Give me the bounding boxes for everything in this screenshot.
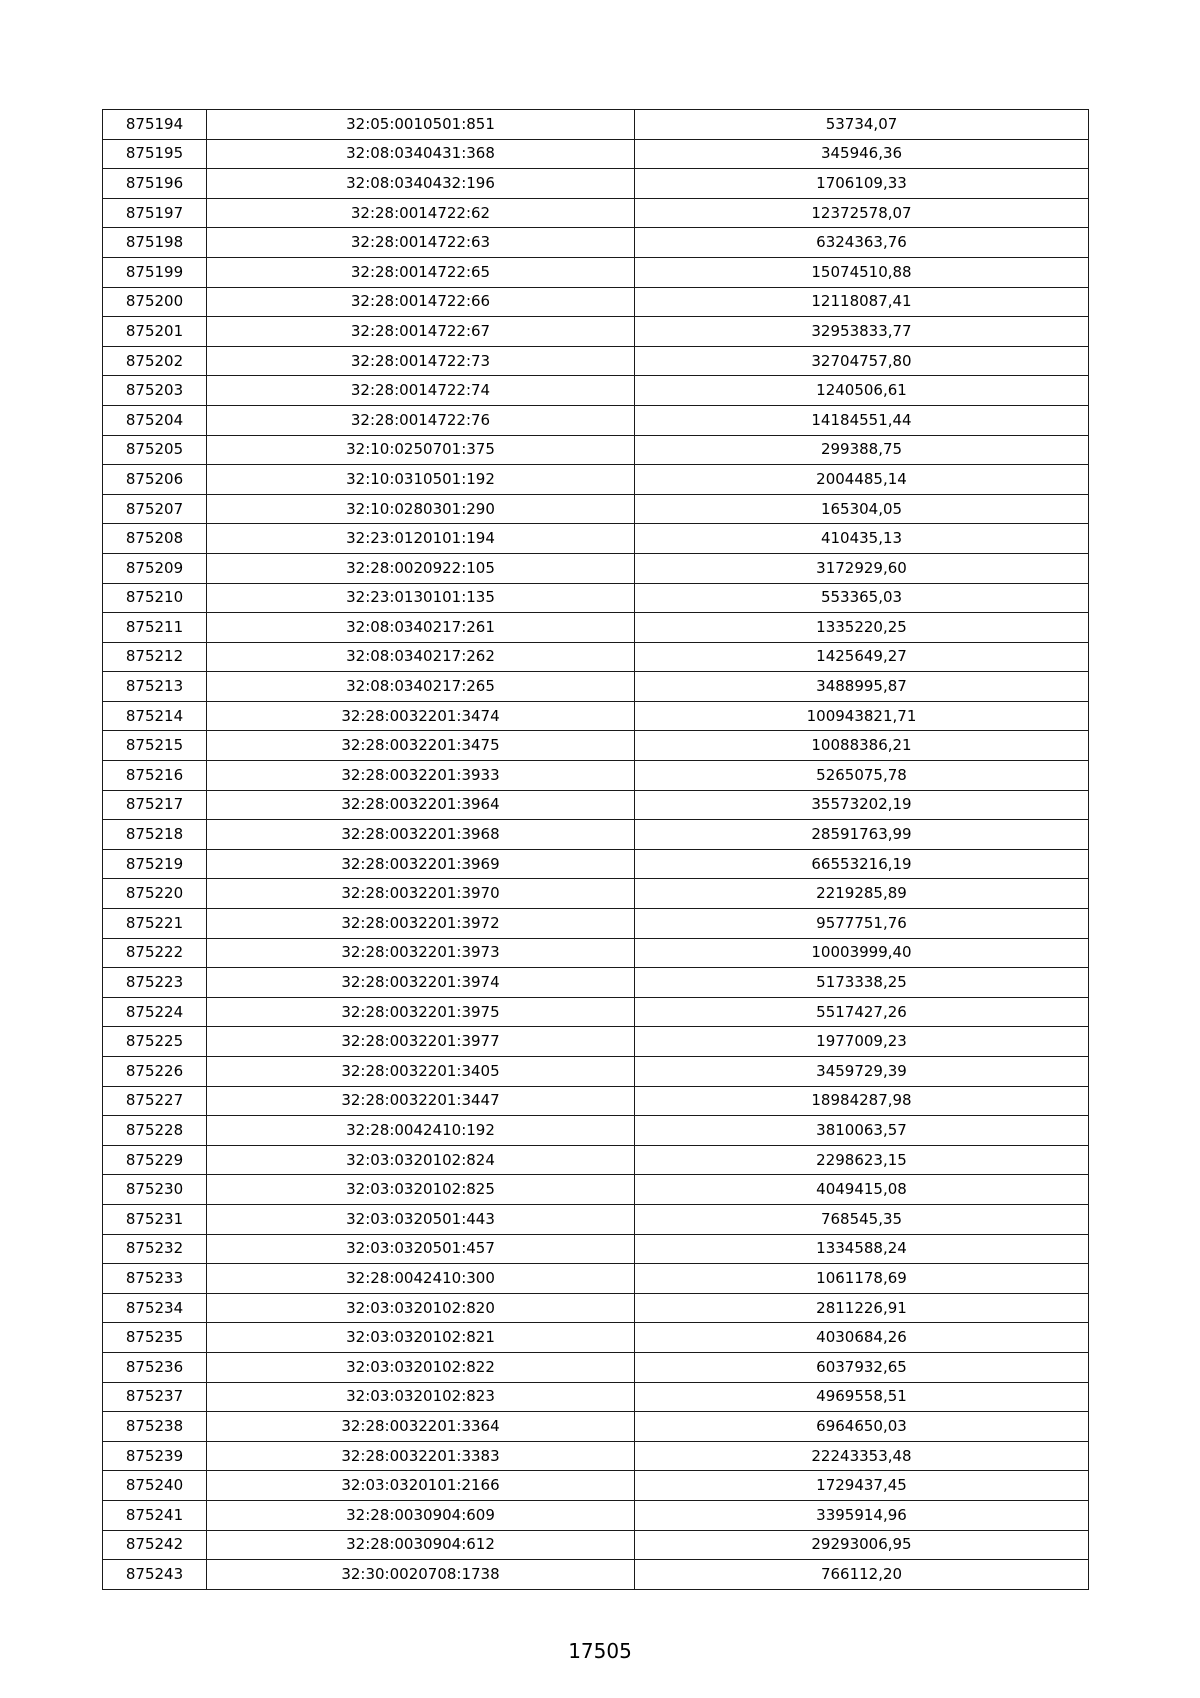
table-row: [103, 1293, 1089, 1323]
row-number-cell: 875214: [103, 701, 207, 731]
cadastral-number-cell: 32:08:0340217:265: [207, 672, 635, 702]
row-number-cell: 875199: [103, 257, 207, 287]
row-number-cell: 875217: [103, 790, 207, 820]
cadastral-number-cell: 32:28:0032201:3972: [207, 909, 635, 939]
row-number-cell: 875227: [103, 1086, 207, 1116]
table-row: [103, 1323, 1089, 1353]
value-cell: 1335220,25: [635, 613, 1089, 643]
table-row: [103, 110, 1089, 140]
cadastral-number-cell: 32:28:0032201:3970: [207, 879, 635, 909]
row-number-cell: 875223: [103, 968, 207, 998]
cadastral-number-cell: 32:28:0014722:63: [207, 228, 635, 258]
row-number-cell: 875208: [103, 524, 207, 554]
row-number-cell: 875202: [103, 346, 207, 376]
row-number-cell: 875234: [103, 1293, 207, 1323]
table-row: [103, 139, 1089, 169]
table-row: [103, 1116, 1089, 1146]
row-number-cell: 875198: [103, 228, 207, 258]
cadastral-number-cell: 32:28:0030904:609: [207, 1500, 635, 1530]
cadastral-number-cell: 32:28:0014722:76: [207, 405, 635, 435]
cadastral-number-cell: 32:28:0032201:3974: [207, 968, 635, 998]
row-number-cell: 875242: [103, 1530, 207, 1560]
value-cell: 35573202,19: [635, 790, 1089, 820]
value-cell: 28591763,99: [635, 820, 1089, 850]
value-cell: 1061178,69: [635, 1264, 1089, 1294]
cadastral-number-cell: 32:28:0032201:3973: [207, 938, 635, 968]
row-number-cell: 875219: [103, 849, 207, 879]
cadastral-number-cell: 32:28:0042410:192: [207, 1116, 635, 1146]
value-cell: 165304,05: [635, 494, 1089, 524]
cadastral-number-cell: 32:03:0320101:2166: [207, 1471, 635, 1501]
cadastral-number-cell: 32:10:0310501:192: [207, 465, 635, 495]
table-row: [103, 287, 1089, 317]
row-number-cell: 875224: [103, 997, 207, 1027]
value-cell: 100943821,71: [635, 701, 1089, 731]
table-row: [103, 169, 1089, 199]
row-number-cell: 875211: [103, 613, 207, 643]
row-number-cell: 875230: [103, 1175, 207, 1205]
cadastral-number-cell: 32:08:0340217:261: [207, 613, 635, 643]
table-row: [103, 1441, 1089, 1471]
cadastral-number-cell: 32:05:0010501:851: [207, 110, 635, 140]
value-cell: 32953833,77: [635, 317, 1089, 347]
table-row: [103, 1471, 1089, 1501]
value-cell: 4969558,51: [635, 1382, 1089, 1412]
row-number-cell: 875228: [103, 1116, 207, 1146]
page-number: 17505: [568, 1639, 632, 1663]
cadastral-number-cell: 32:28:0032201:3474: [207, 701, 635, 731]
table-row: [103, 701, 1089, 731]
value-cell: 1977009,23: [635, 1027, 1089, 1057]
value-cell: 4030684,26: [635, 1323, 1089, 1353]
cadastral-number-cell: 32:03:0320102:822: [207, 1352, 635, 1382]
value-cell: 1729437,45: [635, 1471, 1089, 1501]
value-cell: 53734,07: [635, 110, 1089, 140]
cadastral-number-cell: 32:08:0340432:196: [207, 169, 635, 199]
cadastral-number-cell: 32:23:0130101:135: [207, 583, 635, 613]
row-number-cell: 875231: [103, 1204, 207, 1234]
cadastral-number-cell: 32:08:0340217:262: [207, 642, 635, 672]
cadastral-number-cell: 32:28:0032201:3977: [207, 1027, 635, 1057]
value-cell: 66553216,19: [635, 849, 1089, 879]
value-cell: 6324363,76: [635, 228, 1089, 258]
table-row: [103, 1264, 1089, 1294]
table-row: [103, 1500, 1089, 1530]
table-row: [103, 524, 1089, 554]
cadastral-number-cell: 32:10:0250701:375: [207, 435, 635, 465]
table-row: [103, 1027, 1089, 1057]
value-cell: 768545,35: [635, 1204, 1089, 1234]
row-number-cell: 875237: [103, 1382, 207, 1412]
cadastral-number-cell: 32:28:0032201:3968: [207, 820, 635, 850]
value-cell: 29293006,95: [635, 1530, 1089, 1560]
value-cell: 12118087,41: [635, 287, 1089, 317]
table-row: [103, 1352, 1089, 1382]
row-number-cell: 875213: [103, 672, 207, 702]
value-cell: 18984287,98: [635, 1086, 1089, 1116]
row-number-cell: 875239: [103, 1441, 207, 1471]
table-row: [103, 494, 1089, 524]
table-row: [103, 968, 1089, 998]
table-row: [103, 613, 1089, 643]
row-number-cell: 875218: [103, 820, 207, 850]
table-row: [103, 376, 1089, 406]
value-cell: 5173338,25: [635, 968, 1089, 998]
row-number-cell: 875220: [103, 879, 207, 909]
row-number-cell: 875229: [103, 1145, 207, 1175]
value-cell: 1334588,24: [635, 1234, 1089, 1264]
table-row: [103, 731, 1089, 761]
row-number-cell: 875194: [103, 110, 207, 140]
row-number-cell: 875241: [103, 1500, 207, 1530]
table-row: [103, 1086, 1089, 1116]
table-row: [103, 1530, 1089, 1560]
cadastral-number-cell: 32:28:0032201:3383: [207, 1441, 635, 1471]
value-cell: 12372578,07: [635, 198, 1089, 228]
cadastral-number-cell: 32:28:0014722:66: [207, 287, 635, 317]
value-cell: 1425649,27: [635, 642, 1089, 672]
row-number-cell: 875236: [103, 1352, 207, 1382]
value-cell: 1706109,33: [635, 169, 1089, 199]
row-number-cell: 875207: [103, 494, 207, 524]
row-number-cell: 875238: [103, 1412, 207, 1442]
value-cell: 2219285,89: [635, 879, 1089, 909]
cadastral-number-cell: 32:28:0014722:67: [207, 317, 635, 347]
row-number-cell: 875235: [103, 1323, 207, 1353]
value-cell: 3459729,39: [635, 1057, 1089, 1087]
value-cell: 410435,13: [635, 524, 1089, 554]
cadastral-number-cell: 32:10:0280301:290: [207, 494, 635, 524]
cadastral-number-cell: 32:03:0320102:824: [207, 1145, 635, 1175]
cadastral-number-cell: 32:28:0014722:73: [207, 346, 635, 376]
table-row: [103, 346, 1089, 376]
cadastral-number-cell: 32:03:0320501:443: [207, 1204, 635, 1234]
row-number-cell: 875210: [103, 583, 207, 613]
row-number-cell: 875195: [103, 139, 207, 169]
table-row: [103, 1204, 1089, 1234]
value-cell: 2004485,14: [635, 465, 1089, 495]
cadastral-number-cell: 32:28:0032201:3964: [207, 790, 635, 820]
table-row: [103, 997, 1089, 1027]
table-row: [103, 938, 1089, 968]
cadastral-number-cell: 32:28:0032201:3364: [207, 1412, 635, 1442]
row-number-cell: 875221: [103, 909, 207, 939]
cadastral-number-cell: 32:30:0020708:1738: [207, 1560, 635, 1590]
value-cell: 3395914,96: [635, 1500, 1089, 1530]
data-table: [102, 109, 1089, 1590]
table-row: [103, 761, 1089, 791]
row-number-cell: 875222: [103, 938, 207, 968]
value-cell: 1240506,61: [635, 376, 1089, 406]
value-cell: 3172929,60: [635, 553, 1089, 583]
cadastral-number-cell: 32:23:0120101:194: [207, 524, 635, 554]
row-number-cell: 875233: [103, 1264, 207, 1294]
table-row: [103, 1175, 1089, 1205]
table-row: [103, 1382, 1089, 1412]
value-cell: 553365,03: [635, 583, 1089, 613]
row-number-cell: 875206: [103, 465, 207, 495]
cadastral-number-cell: 32:28:0032201:3975: [207, 997, 635, 1027]
table-row: [103, 198, 1089, 228]
table-row: [103, 790, 1089, 820]
row-number-cell: 875203: [103, 376, 207, 406]
table-row: [103, 317, 1089, 347]
table-row: [103, 820, 1089, 850]
cadastral-number-cell: 32:28:0042410:300: [207, 1264, 635, 1294]
table-row: [103, 257, 1089, 287]
table-row: [103, 1560, 1089, 1590]
value-cell: 5265075,78: [635, 761, 1089, 791]
table-row: [103, 672, 1089, 702]
table-row: [103, 1234, 1089, 1264]
row-number-cell: 875201: [103, 317, 207, 347]
cadastral-number-cell: 32:03:0320102:821: [207, 1323, 635, 1353]
cadastral-number-cell: 32:28:0014722:62: [207, 198, 635, 228]
value-cell: 10088386,21: [635, 731, 1089, 761]
cadastral-number-cell: 32:28:0014722:65: [207, 257, 635, 287]
cadastral-number-cell: 32:28:0032201:3969: [207, 849, 635, 879]
table-row: [103, 435, 1089, 465]
value-cell: 9577751,76: [635, 909, 1089, 939]
row-number-cell: 875240: [103, 1471, 207, 1501]
cadastral-number-cell: 32:03:0320501:457: [207, 1234, 635, 1264]
cadastral-number-cell: 32:03:0320102:820: [207, 1293, 635, 1323]
row-number-cell: 875215: [103, 731, 207, 761]
table-row: [103, 879, 1089, 909]
value-cell: 3488995,87: [635, 672, 1089, 702]
row-number-cell: 875205: [103, 435, 207, 465]
table-body: [103, 110, 1089, 1590]
cadastral-number-cell: 32:28:0014722:74: [207, 376, 635, 406]
table-row: [103, 642, 1089, 672]
row-number-cell: 875197: [103, 198, 207, 228]
value-cell: 5517427,26: [635, 997, 1089, 1027]
value-cell: 345946,36: [635, 139, 1089, 169]
value-cell: 2811226,91: [635, 1293, 1089, 1323]
value-cell: 2298623,15: [635, 1145, 1089, 1175]
row-number-cell: 875212: [103, 642, 207, 672]
table-row: [103, 553, 1089, 583]
row-number-cell: 875216: [103, 761, 207, 791]
row-number-cell: 875209: [103, 553, 207, 583]
value-cell: 3810063,57: [635, 1116, 1089, 1146]
row-number-cell: 875196: [103, 169, 207, 199]
row-number-cell: 875200: [103, 287, 207, 317]
cadastral-number-cell: 32:28:0032201:3475: [207, 731, 635, 761]
table-row: [103, 228, 1089, 258]
table-row: [103, 1145, 1089, 1175]
cadastral-number-cell: 32:28:0020922:105: [207, 553, 635, 583]
cadastral-number-cell: 32:28:0032201:3933: [207, 761, 635, 791]
table-row: [103, 583, 1089, 613]
cadastral-number-cell: 32:28:0032201:3447: [207, 1086, 635, 1116]
value-cell: 6964650,03: [635, 1412, 1089, 1442]
value-cell: 299388,75: [635, 435, 1089, 465]
cadastral-number-cell: 32:28:0032201:3405: [207, 1057, 635, 1087]
value-cell: 10003999,40: [635, 938, 1089, 968]
value-cell: 22243353,48: [635, 1441, 1089, 1471]
table-row: [103, 465, 1089, 495]
row-number-cell: 875243: [103, 1560, 207, 1590]
cadastral-number-cell: 32:28:0030904:612: [207, 1530, 635, 1560]
value-cell: 6037932,65: [635, 1352, 1089, 1382]
cadastral-number-cell: 32:03:0320102:823: [207, 1382, 635, 1412]
value-cell: 4049415,08: [635, 1175, 1089, 1205]
table-row: [103, 1412, 1089, 1442]
row-number-cell: 875225: [103, 1027, 207, 1057]
value-cell: 32704757,80: [635, 346, 1089, 376]
table-row: [103, 909, 1089, 939]
cadastral-number-cell: 32:08:0340431:368: [207, 139, 635, 169]
value-cell: 766112,20: [635, 1560, 1089, 1590]
value-cell: 15074510,88: [635, 257, 1089, 287]
table-row: [103, 1057, 1089, 1087]
table-row: [103, 849, 1089, 879]
value-cell: 14184551,44: [635, 405, 1089, 435]
cadastral-number-cell: 32:03:0320102:825: [207, 1175, 635, 1205]
row-number-cell: 875232: [103, 1234, 207, 1264]
row-number-cell: 875204: [103, 405, 207, 435]
table-row: [103, 405, 1089, 435]
row-number-cell: 875226: [103, 1057, 207, 1087]
